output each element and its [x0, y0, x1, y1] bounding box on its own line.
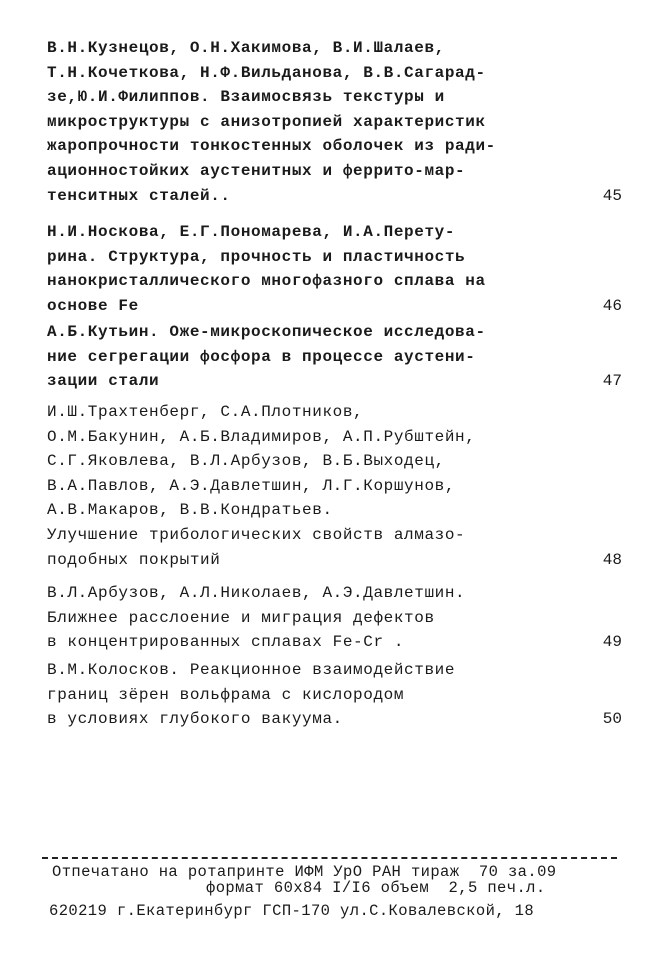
entry-text-line: И.Ш.Трахтенберг, С.А.Плотников, — [47, 403, 364, 421]
entry-text-line: Улучшение трибологических свойств алмазо- — [47, 525, 466, 544]
toc-entry — [47, 36, 622, 208]
entry-text-line: тенситных сталей.. — [47, 186, 231, 205]
page-number: 48 — [602, 550, 622, 569]
entry-text-line: В.Л.Арбузов, А.Л.Николаев, А.Э.Давлетшин. — [47, 584, 466, 602]
entry-text-line: В.А.Павлов, А.Э.Давлетшин, Л.Г.Коршунов, — [47, 476, 456, 495]
entry-text-line: основе Fe — [47, 296, 139, 315]
entry-text-line: ационностойких аустенитных и феррито-мар- — [47, 161, 466, 180]
page-number: 49 — [602, 633, 622, 652]
entry-text-line: границ зёрен вольфрама с кислородом — [47, 685, 405, 704]
page-number: 46 — [602, 296, 622, 315]
toc-entry — [47, 220, 622, 318]
footer-address: 620219 г.Екатеринбург ГСП-170 ул.С.Ковалевской, 18 — [49, 902, 535, 920]
entry-text-line: рина. Структура, прочность и пластичность — [47, 247, 466, 266]
toc-entry — [47, 658, 622, 732]
entry-text-line: В.Н.Кузнецов, О.Н.Хакимова, В.И.Шалаев, — [47, 39, 445, 57]
entry-text-line: Ближнее расслоение и миграция дефектов — [47, 608, 435, 627]
entry-text-line: в условиях глубокого вакуума. — [47, 710, 343, 729]
toc-entry — [47, 400, 622, 572]
footer-divider — [42, 857, 617, 859]
entry-text-line: О.М.Бакунин, А.Б.Владимиров, А.П.Рубштейн, — [47, 427, 476, 446]
entry-text-line: микроструктуры с анизотропией характеристик — [47, 112, 486, 131]
footer-format-info: формат 60х84 I/I6 объем 2,5 печ.л. — [206, 879, 546, 897]
entry-text-line: жаропрочности тонкостенных оболочек из ради- — [47, 137, 496, 156]
toc-entry — [47, 320, 622, 394]
entry-text-line: С.Г.Яковлева, В.Л.Арбузов, В.Б.Выходец, — [47, 452, 445, 471]
page-number: 47 — [602, 372, 622, 391]
footer-print-info: Отпечатано на ротапринте ИФМ УрО РАН тираж 70 за.09 — [52, 863, 557, 881]
page-number: 45 — [602, 186, 622, 205]
entry-text-line: ние сегрегации фосфора в процессе аустени- — [47, 347, 476, 366]
entry-text-line: А.Б.Кутьин. Оже-микроскопическое исследова- — [47, 323, 486, 341]
entry-text-line: нанокристаллического многофазного сплава на — [47, 272, 486, 291]
page-number: 50 — [602, 710, 622, 729]
entry-text-line: В.М.Колосков. Реакционное взаимодействие — [47, 661, 456, 679]
entry-text-line: подобных покрытий — [47, 550, 221, 569]
entry-text-line: Т.Н.Кочеткова, Н.Ф.Вильданова, В.В.Сагарад- — [47, 63, 486, 82]
entry-text-line: в концентрированных сплавах Fe-Cr . — [47, 633, 405, 652]
entry-text-line: зе,Ю.И.Филиппов. Взаимосвязь текстуры и — [47, 88, 445, 107]
entry-text-line: зации стали — [47, 372, 160, 391]
entry-text-line: А.В.Макаров, В.В.Кондратьев. — [47, 501, 333, 520]
toc-entry — [47, 581, 622, 655]
entry-text-line: Н.И.Носкова, Е.Г.Пономарева, И.А.Перету- — [47, 223, 456, 241]
